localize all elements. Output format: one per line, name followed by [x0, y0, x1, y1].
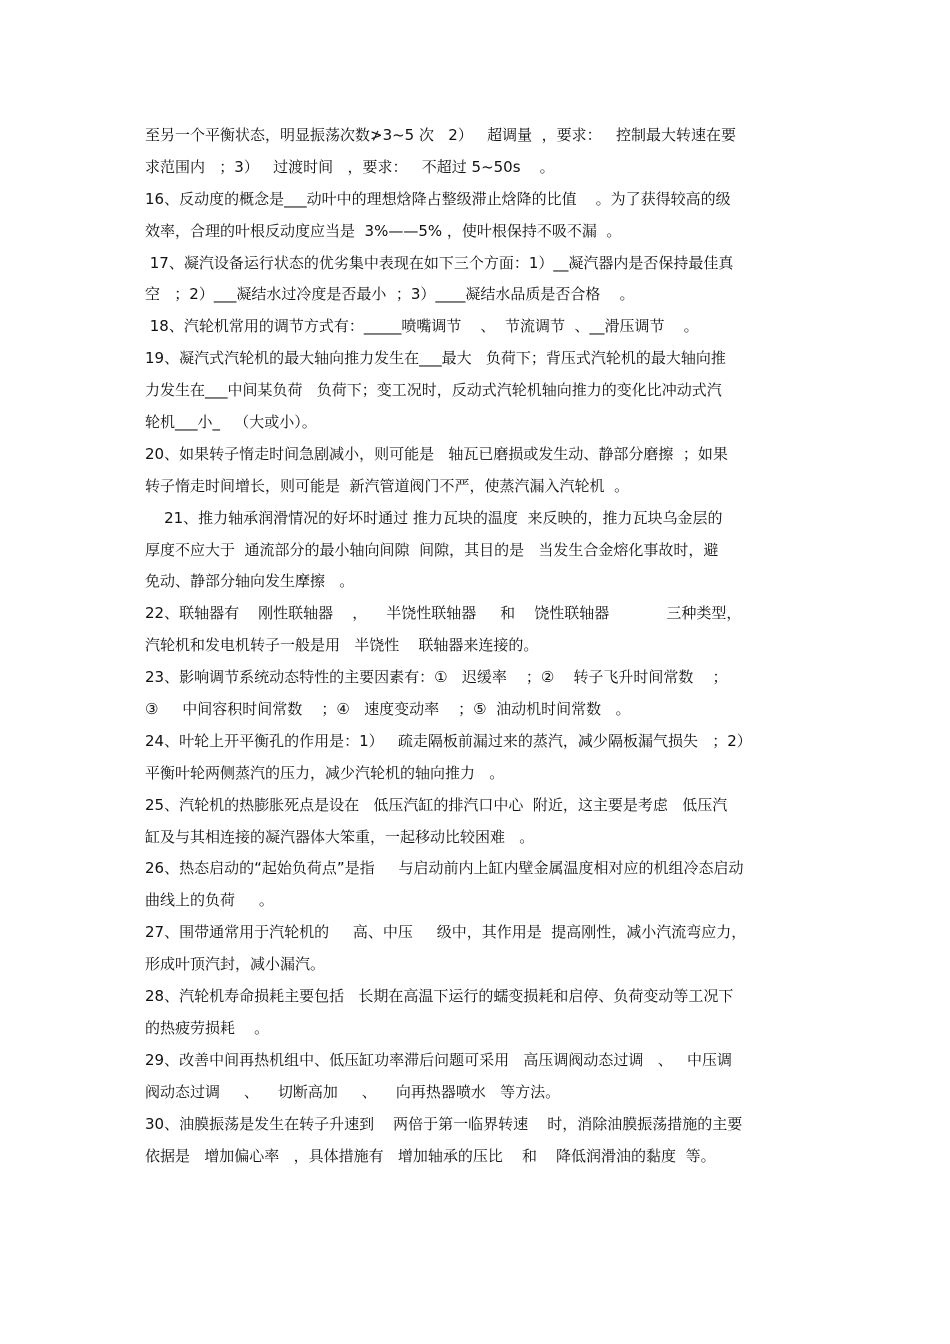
text-line: 厚度不应大于 通流部分的最小轴向间隙 间隙，其目的是 当发生合金熔化事故时，避	[145, 540, 719, 559]
text-line: 求范围内 ；3） 过渡时间 ，要求： 不超过 5~50s 。	[145, 157, 555, 176]
text-line: 免动、静部分轴向发生摩擦 。	[145, 572, 355, 591]
text-line: 17、凝汽设备运行状态的优劣集中表现在如下三个方面：1）__凝汽器内是否保持最佳真	[145, 253, 734, 272]
text-line: 24、叶轮上开平衡孔的作用是：1） 疏走隔板前漏过来的蒸汽，减少隔板漏气损失 ；2）	[145, 731, 752, 750]
text-line: 25、汽轮机的热膨胀死点是设在 低压汽缸的排汽口中心 附近，这主要是考虑 低压汽	[145, 795, 728, 814]
document-body	[145, 120, 805, 1172]
text-line: 30、油膜振荡是发生在转子升速到 两倍于第一临界转速 时，消除油膜振荡措施的主要	[145, 1114, 743, 1133]
text-line: 16、反动度的概念是___动叶中的理想焓降占整级滞止焓降的比值 。为了获得较高的级	[145, 189, 731, 208]
text-line: 28、汽轮机寿命损耗主要包括 长期在高温下运行的蠕变损耗和启停、负荷变动等工况下	[145, 987, 734, 1006]
text-line: 22、联轴器有 刚性联轴器 ， 半饶性联轴器 和 饶性联轴器 三种类型，	[145, 604, 742, 623]
text-line: 18、汽轮机常用的调节方式有：_____喷嘴调节 、 节流调节 、__滑压调节 。	[145, 317, 699, 336]
text-line: 依据是 增加偏心率 ，具体措施有 增加轴承的压比 和 降低润滑油的黏度 等。	[145, 1146, 716, 1165]
text-line: 力发生在___中间某负荷 负荷下；变工况时，反动式汽轮机轴向推力的变化比冲动式汽	[145, 381, 722, 400]
text-line: 轮机___小_ （大或小）。	[145, 413, 317, 432]
text-line: 转子惰走时间增长，则可能是 新汽管道阀门不严，使蒸汽漏入汽轮机 。	[145, 476, 630, 495]
text-line: ③ 中间容积时间常数 ；④ 速度变动率 ；⑤ 油动机时间常数 。	[145, 700, 631, 719]
text-line: 至另一个平衡状态，明显振荡次数≯3~5 次 2） 超调量 ，要求： 控制最大转速在要	[145, 126, 736, 144]
text-line: 平衡叶轮两侧蒸汽的压力，减少汽轮机的轴向推力 。	[145, 763, 505, 782]
text-line: 曲线上的负荷 。	[145, 891, 274, 910]
text-line: 形成叶顶汽封，减小漏汽。	[145, 955, 326, 974]
text-line: 19、凝汽式汽轮机的最大轴向推力发生在___最大 负荷下；背压式汽轮机的最大轴向推	[145, 349, 726, 368]
text-line: 效率，合理的叶根反动度应当是 3%——5% ，使叶根保持不吸不漏 。	[145, 221, 622, 240]
text-line: 27、围带通常用于汽轮机的 高、中压 级中，其作用是 提高刚性，减小汽流弯应力，	[145, 923, 747, 942]
text-line: 空 ；2）___凝结水过冷度是否最小 ；3）____凝结水品质是否合格 。	[145, 285, 635, 304]
text-line: 29、改善中间再热机组中、低压缸功率滞后问题可采用 高压调阀动态过调 、 中压调	[145, 1050, 733, 1069]
text-line: 21、推力轴承润滑情况的好坏时通过 推力瓦块的温度 来反映的，推力瓦块乌金层的	[145, 508, 723, 527]
text-line: 23、影响调节系统动态特性的主要因素有：① 迟缓率 ；② 转子飞升时间常数 ；	[145, 668, 728, 687]
text-line: 的热疲劳损耗 。	[145, 1018, 270, 1037]
text-line: 26、热态启动的“起始负荷点”是指 与启动前内上缸内壁金属温度相对应的机组冷态启动	[145, 859, 744, 878]
text-line: 缸及与其相连接的凝汽器体大笨重，一起移动比较困难 。	[145, 827, 535, 846]
text-line: 汽轮机和发电机转子一般是用 半饶性 联轴器来连接的。	[145, 636, 539, 655]
text-line: 阀动态过调 、 切断高加 、 向再热器喷水 等方法。	[145, 1082, 561, 1101]
text-line: 20、如果转子惰走时间急剧减小，则可能是 轴瓦已磨损或发生动、静部分磨擦 ；如果	[145, 444, 728, 463]
